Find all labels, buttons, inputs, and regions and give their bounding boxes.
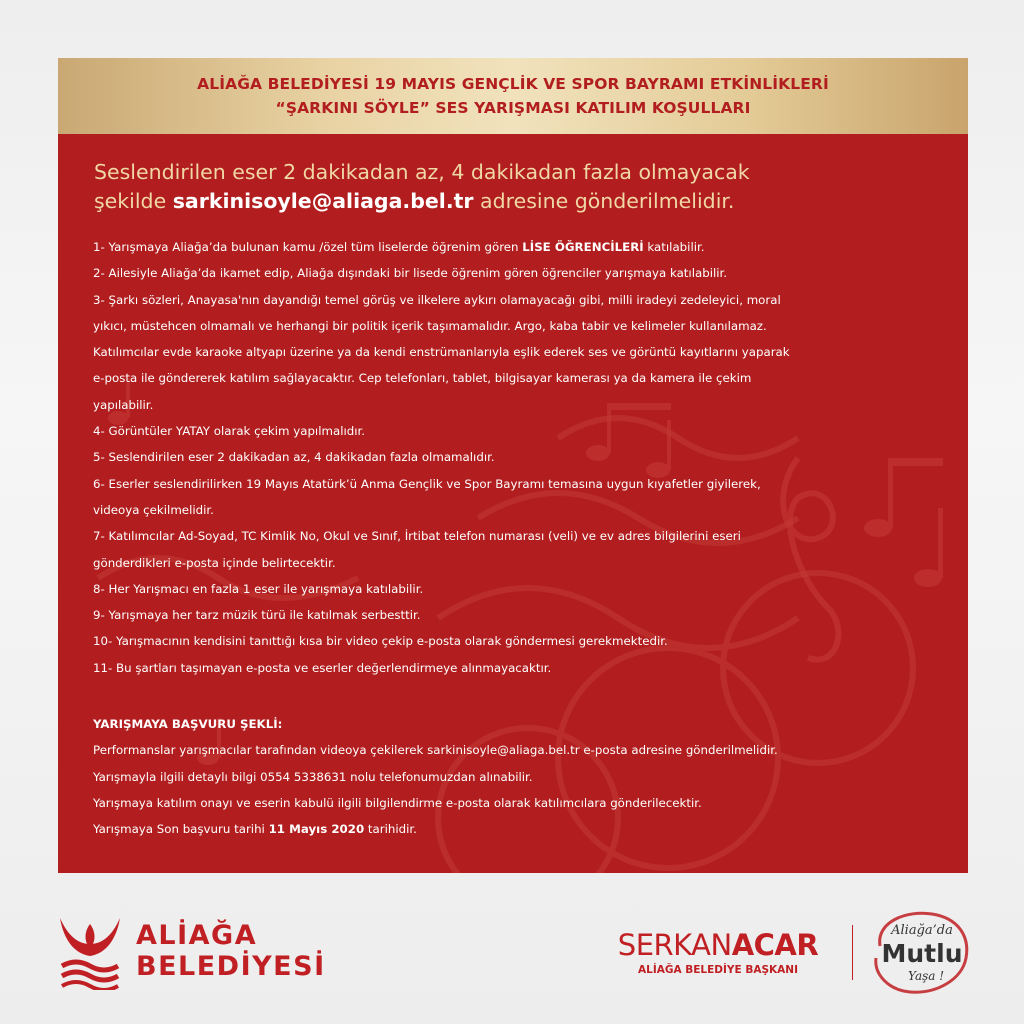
deadline-text: Yarışmaya Son başvuru tarihi [93, 822, 269, 837]
rule-3-line3: Katılımcılar evde karaoke altyapı üzerine ya da kendi enstrümanlarıyla eşlik ederek ses ve görüntü kayıtlarını yaparak [93, 345, 790, 360]
rule-6-line2: videoya çekilmelidir. [93, 502, 214, 517]
application-line2: Yarışmayla ilgili detaylı bilgi 0554 5338631 nolu telefonumuzdan alınabilir. [93, 769, 533, 784]
mayor-name [602, 929, 834, 961]
rule-1-end: katılabilir. [643, 240, 705, 254]
rule-7-line2: gönderdikleri e-posta içinde belirtecektir. [93, 555, 336, 570]
rule-3-line5: yapılabilir. [93, 397, 154, 412]
rule-10: 10- Yarışmacının kendisini tanıttığı kısa bir video çekip e-posta olarak göndermesi gerekmektedir. [93, 634, 668, 649]
municipality-name-line2: BELEDİYESİ [136, 951, 326, 982]
badge-mid-text: Mutlu [881, 939, 963, 968]
rule-3-line1: 3- Şarkı sözleri, Anayasa'nın dayandığı temel görüş ve ilkelere aykırı olamayacağı gibi, milli iradeyi zedeleyici, moral [93, 292, 781, 307]
rules-list [93, 234, 948, 681]
municipality-name [136, 920, 326, 982]
mayor-first-name: SERKAN [617, 928, 732, 962]
municipality-name-line1: ALİAĞA [136, 920, 258, 951]
badge-bot-text: Yaşa ! [907, 969, 945, 983]
application-line3: Yarışmaya katılım onayı ve eserin kabulü ilgili bilgilendirme e-posta olarak katılımcılara gönderilecektir. [93, 795, 702, 810]
rule-7-line1: 7- Katılımcılar Ad-Soyad, TC Kimlik No, Okul ve Sınıf, İrtibat telefon numarası (veli) ve ev adres bilgilerini eseri [93, 529, 741, 544]
header-banner [58, 58, 968, 134]
mutlu-yasa-badge [866, 906, 976, 998]
deadline-end: tarihidir. [364, 822, 417, 837]
application-title: YARIŞMAYA BAŞVURU ŞEKLİ: [93, 717, 283, 731]
rule-2: 2- Ailesiyle Aliağa’da ikamet edip, Aliağa dışındaki bir lisede öğrenim gören öğrenciler yarışmaya katılabilir. [93, 266, 728, 281]
mayor-signature [602, 929, 834, 977]
application-section [93, 711, 953, 842]
footer-divider [852, 925, 853, 980]
intro-line2-after: adresine gönderilmelidir. [473, 189, 735, 213]
rule-1 [93, 234, 948, 260]
rule-8: 8- Her Yarışmacı en fazla 1 eser ile yarışmaya katılabilir. [93, 581, 424, 596]
intro-email: sarkinisoyle@aliaga.bel.tr [172, 189, 474, 213]
rule-1-text: 1- Yarışmaya Aliağa’da bulunan kamu /özel tüm liselerde öğrenim gören [93, 240, 523, 254]
aliaga-bird-logo-icon [54, 912, 126, 990]
rule-3-line4: e-posta ile göndererek katılım sağlayacaktır. Cep telefonları, tablet, bilgisayar kamerası ya da kamera ile çekim [93, 371, 752, 386]
header-title-line1: ALİAĞA BELEDİYESİ 19 MAYIS GENÇLİK VE SPOR BAYRAMI ETKİNLİKLERİ [197, 75, 829, 93]
header-title-line2: “ŞARKINI SÖYLE” SES YARIŞMASI KATILIM KOŞULLARI [275, 99, 751, 117]
intro-line2 [94, 187, 944, 216]
mayor-last-name: ACAR [731, 928, 819, 962]
rule-4: 4- Görüntüler YATAY olarak çekim yapılmalıdır. [93, 424, 366, 439]
application-line1: Performanslar yarışmacılar tarafından videoya çekilerek sarkinisoyle@aliaga.bel.tr e-posta adresine gönderilmelidir. [93, 743, 778, 758]
mayor-title: ALİAĞA BELEDİYE BAŞKANI [638, 964, 798, 976]
municipality-logo [54, 912, 326, 990]
badge-top-text: Aliağa’da [891, 923, 953, 938]
rule-9: 9- Yarışmaya her tarz müzik türü ile katılmak serbesttir. [93, 608, 421, 623]
conditions-panel [58, 58, 968, 873]
application-line4 [93, 816, 953, 842]
intro-text [94, 158, 944, 216]
rule-11: 11- Bu şartları taşımayan e-posta ve eserler değerlendirmeye alınmayacaktır. [93, 660, 552, 675]
rule-1-bold: LİSE ÖĞRENCİLERİ [522, 240, 644, 254]
rule-3-line2: yıkıcı, müstehcen olmamalı ve herhangi bir politik içerik taşımamalıdır. Argo, kaba tabir ve kelimeler kullanılamaz. [93, 318, 767, 333]
rule-5: 5- Seslendirilen eser 2 dakikadan az, 4 dakikadan fazla olmamalıdır. [93, 450, 495, 465]
rule-6-line1: 6- Eserler seslendirilirken 19 Mayıs Atatürk’ü Anma Gençlik ve Spor Bayramı temasına uygun kıyafetler giyilerek, [93, 476, 761, 491]
intro-line1: Seslendirilen eser 2 dakikadan az, 4 dakikadan fazla olmayacak [94, 160, 750, 184]
deadline-date: 11 Mayıs 2020 [268, 822, 365, 837]
intro-line2-before: şekilde [94, 189, 173, 213]
